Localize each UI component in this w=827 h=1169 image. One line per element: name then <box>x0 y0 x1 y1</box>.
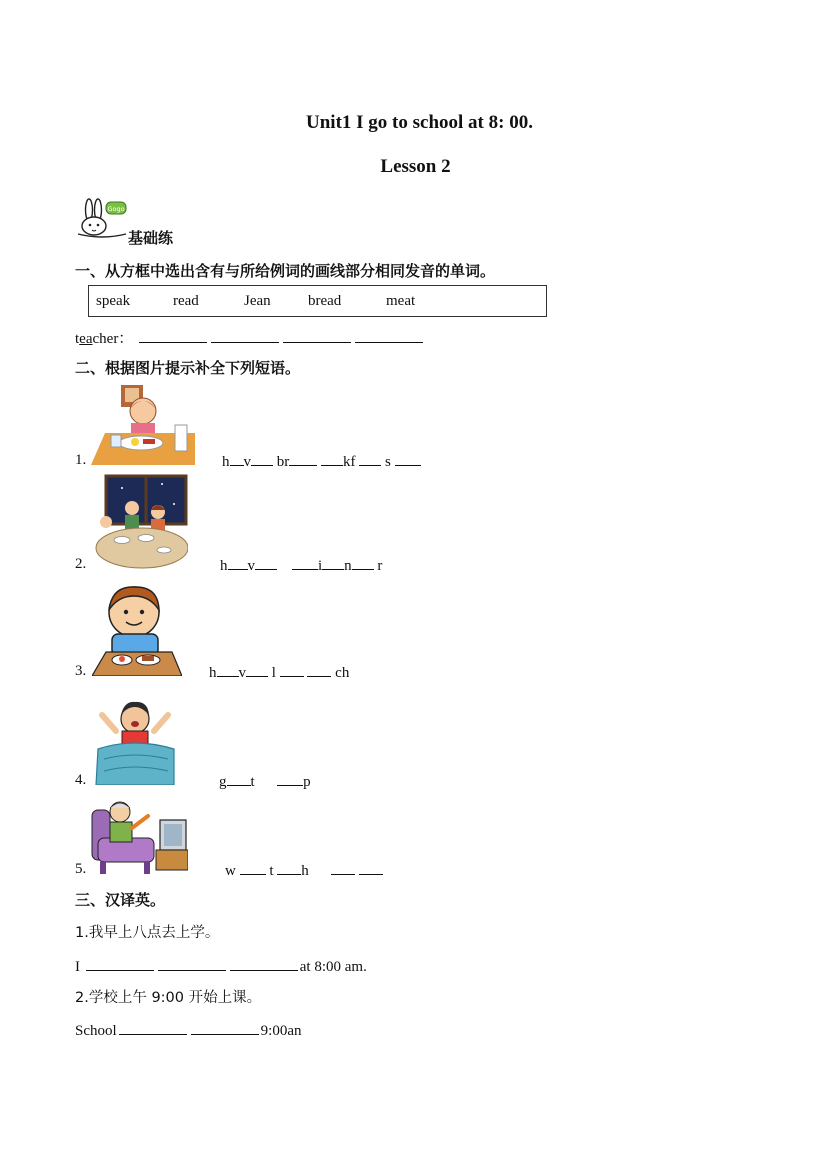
phrase-watch-tv <box>225 861 383 880</box>
phrase-letters: h <box>301 863 309 879</box>
word-box-word: read <box>173 293 199 309</box>
letter-blank[interactable] <box>255 556 277 570</box>
part1-heading: 一、从方框中选出含有与所给例词的画线部分相同发音的单词。 <box>75 262 496 280</box>
item-number: 1. <box>75 452 87 468</box>
phrase-letters: s <box>381 454 391 470</box>
phrase-letters: p <box>303 774 311 790</box>
phrase-letters: v <box>238 665 246 681</box>
letter-blank[interactable] <box>321 452 343 466</box>
letter-blank[interactable] <box>230 452 244 466</box>
badge-text: Gogo <box>107 205 125 213</box>
answer-1-end: at 8:00 am. <box>299 959 367 975</box>
letter-blank[interactable] <box>331 861 355 875</box>
answer-2-start: School <box>75 1023 117 1039</box>
answer-blank[interactable] <box>158 956 226 971</box>
letter-blank[interactable] <box>307 663 331 677</box>
example-word-suffix: cher： <box>92 331 134 347</box>
phrase-letters: v <box>247 558 255 574</box>
phrase-breakfast <box>222 452 421 471</box>
section-basic-label: 基础练 <box>128 229 174 247</box>
answer-2-line <box>75 1020 302 1040</box>
letter-blank[interactable] <box>395 452 421 466</box>
rabbit-icon <box>76 198 128 238</box>
grandpa-watching-tv-illustration <box>90 798 188 876</box>
phrase-letters: t <box>269 863 274 879</box>
letter-blank[interactable] <box>217 663 239 677</box>
phrase-letters: w <box>225 863 236 879</box>
letter-blank[interactable] <box>228 556 248 570</box>
letter-blank[interactable] <box>289 452 317 466</box>
example-word-prefix: t <box>75 331 80 347</box>
letter-blank[interactable] <box>322 556 344 570</box>
answer-blank[interactable] <box>211 328 279 343</box>
phrase-letters: kf <box>343 454 356 470</box>
letter-blank[interactable] <box>240 861 266 875</box>
phrase-letters: h <box>209 665 217 681</box>
letter-blank[interactable] <box>359 861 383 875</box>
phrase-letters: r <box>373 558 383 574</box>
phrase-letters: i <box>318 558 323 574</box>
lesson-title: Lesson 2 <box>380 156 451 177</box>
answer-blank[interactable] <box>230 956 298 971</box>
example-word-underlined: ea <box>79 331 93 347</box>
phrase-get-up <box>219 772 311 791</box>
question-2: 2.学校上午 9:00 开始上课。 <box>75 990 262 1006</box>
answer-blank[interactable] <box>283 328 351 343</box>
part2-heading: 二、根据图片提示补全下列短语。 <box>75 359 301 377</box>
letter-blank[interactable] <box>251 452 273 466</box>
word-box <box>88 285 547 317</box>
phrase-letters: t <box>250 774 255 790</box>
family-dinner-illustration <box>92 474 188 570</box>
letter-blank[interactable] <box>352 556 374 570</box>
girl-breakfast-illustration <box>91 383 195 465</box>
letter-blank[interactable] <box>246 663 268 677</box>
answer-blank[interactable] <box>86 956 154 971</box>
answer-blank[interactable] <box>191 1020 259 1035</box>
letter-blank[interactable] <box>277 772 303 786</box>
phrase-letters: br <box>273 454 290 470</box>
phrase-letters: v <box>243 454 251 470</box>
letter-blank[interactable] <box>227 772 251 786</box>
part1-answer-line <box>75 327 425 348</box>
page-title: Unit1 I go to school at 8: 00. <box>306 112 533 133</box>
phrase-letters: h <box>220 558 228 574</box>
word-box-word: meat <box>386 293 416 309</box>
phrase-letters: l <box>268 665 276 681</box>
letter-blank[interactable] <box>359 452 381 466</box>
part3-heading: 三、汉译英。 <box>75 891 166 909</box>
item-number: 3. <box>75 663 87 679</box>
phrase-letters: g <box>219 774 227 790</box>
answer-2-end: 9:00an <box>260 1023 302 1039</box>
letter-blank[interactable] <box>292 556 318 570</box>
item-number: 2. <box>75 556 87 572</box>
answer-1-start: I <box>75 959 80 975</box>
item-number: 5. <box>75 861 87 877</box>
phrase-letters: h <box>222 454 230 470</box>
word-box-word: Jean <box>244 293 271 309</box>
boy-lunch-illustration <box>92 584 182 676</box>
answer-1-line <box>75 956 367 976</box>
answer-blank[interactable] <box>355 328 423 343</box>
word-box-word: bread <box>308 293 342 309</box>
question-1: 1.我早上八点去上学。 <box>75 925 220 941</box>
word-box-word: speak <box>96 293 131 309</box>
item-number: 4. <box>75 772 87 788</box>
phrase-letters: ch <box>335 665 350 681</box>
answer-blank[interactable] <box>139 328 207 343</box>
letter-blank[interactable] <box>280 663 304 677</box>
phrase-letters: n <box>344 558 352 574</box>
letter-blank[interactable] <box>277 861 301 875</box>
boy-getting-up-illustration <box>94 697 176 785</box>
answer-blank[interactable] <box>119 1020 187 1035</box>
phrase-dinner <box>220 556 382 575</box>
phrase-lunch <box>209 663 349 682</box>
